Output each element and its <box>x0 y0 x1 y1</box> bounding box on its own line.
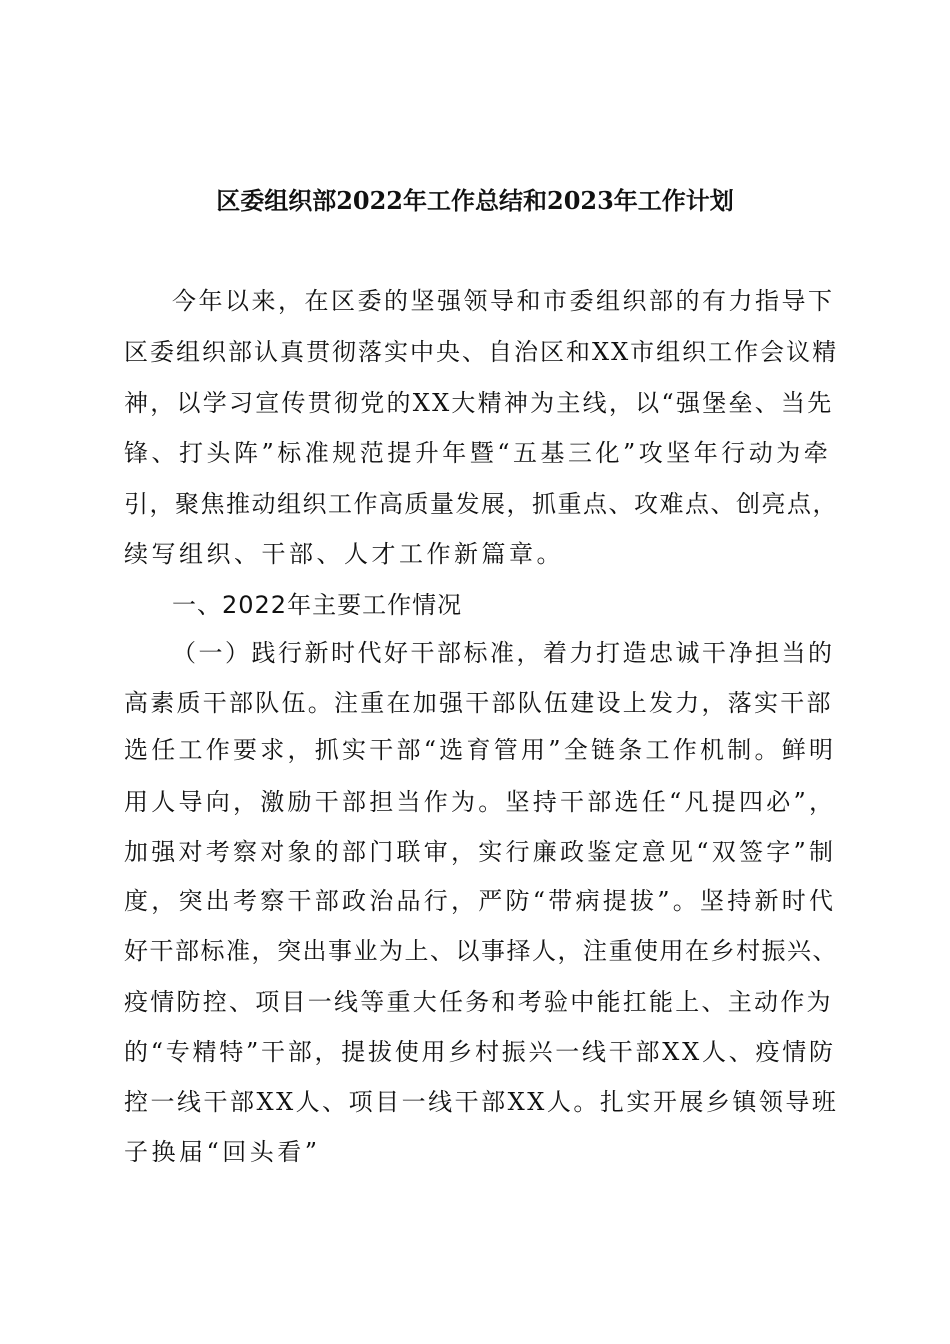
paragraph-line: 区委组织部认真贯彻落实中央、自治区和XX市组织工作会议精 <box>124 338 839 366</box>
paragraph-line: 锋、打头阵”标准规范提升年暨“五基三化”攻坚年行动为牵 <box>124 439 832 467</box>
paragraph-line: 用人导向，激励干部担当作为。坚持干部选任“凡提四必”， <box>124 788 837 816</box>
paragraph-line: 引，聚焦推动组织工作高质量发展，抓重点、攻难点、创亮点， <box>124 490 838 518</box>
paragraph-line: 续写组织、干部、人才工作新篇章。 <box>124 540 564 568</box>
section-heading: 一、2022年主要工作情况 <box>172 591 463 619</box>
paragraph-line: 子换届“回头看” <box>124 1138 321 1166</box>
paragraph-line: 神，以学习宣传贯彻党的XX大精神为主线，以“强堡垒、当先 <box>124 389 834 417</box>
paragraph-line: 疫情防控、项目一线等重大任务和考验中能扛能上、主动作为 <box>124 988 833 1016</box>
paragraph-line: 选任工作要求，抓实干部“选育管用”全链条工作机制。鲜明 <box>124 736 837 764</box>
paragraph-line: 的“专精特”干部，提拔使用乡村振兴一线干部XX人、疫情防 <box>124 1038 836 1066</box>
paragraph-line: 控一线干部XX人、项目一线干部XX人。扎实开展乡镇领导班 <box>124 1088 839 1116</box>
paragraph-line: 加强对考察对象的部门联审，实行廉政鉴定意见“双签字”制 <box>124 838 837 866</box>
document-title: 区委组织部2022年工作总结和2023年工作计划 <box>216 186 734 215</box>
paragraph-line: （一）践行新时代好干部标准，着力打造忠诚干净担当的 <box>172 639 835 667</box>
paragraph-line: 今年以来，在区委的坚强领导和市委组织部的有力指导下 <box>172 287 835 315</box>
paragraph-line: 好干部标准，突出事业为上、以事择人，注重使用在乡村振兴、 <box>124 937 838 965</box>
paragraph-line: 度，突出考察干部政治品行，严防“带病提拔”。坚持新时代 <box>124 887 837 915</box>
paragraph-line: 高素质干部队伍。注重在加强干部队伍建设上发力，落实干部 <box>124 689 833 717</box>
